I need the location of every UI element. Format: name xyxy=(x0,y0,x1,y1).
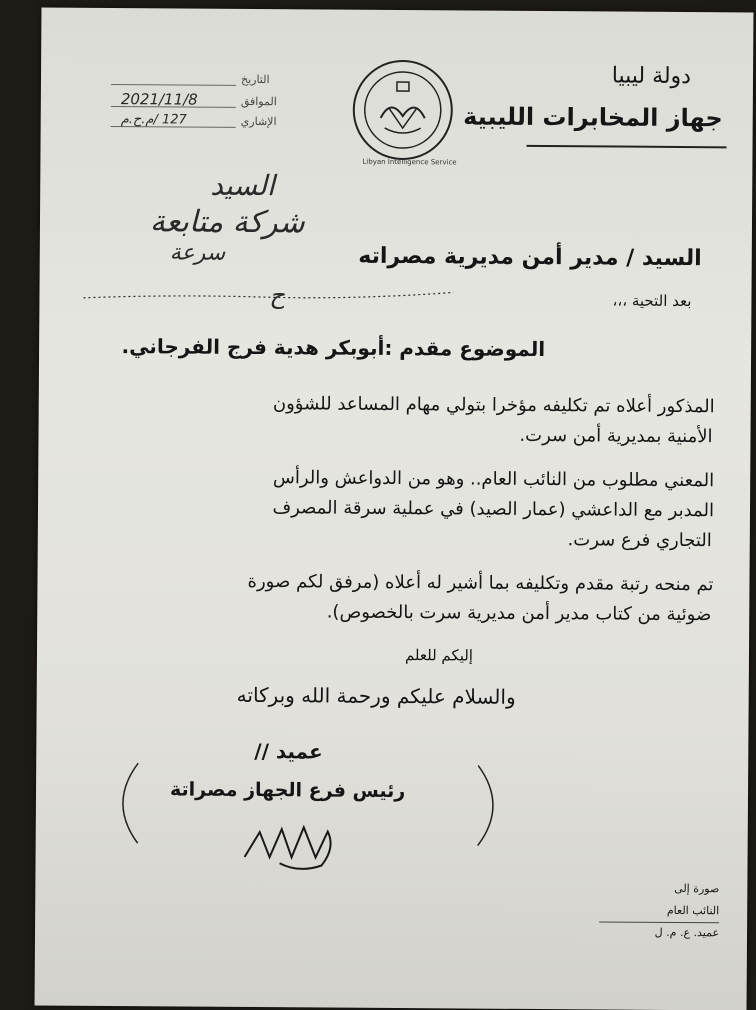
date-label: التاريخ xyxy=(240,72,270,87)
date-line xyxy=(111,84,236,86)
subject-line: الموضوع مقدم :أبوبكر هدية فرج الفرجاني. xyxy=(121,334,546,362)
seal-ring-text: Libyan Intelligence Service xyxy=(362,157,457,167)
handwritten-note-3: سرعة xyxy=(169,240,226,266)
paragraph-2-line-1: المعني مطلوب من النائب العام.. وهو من الدواعش والرأس xyxy=(272,467,715,492)
paragraph-1-line-2: الأمنية بمديرية أمن سرت. xyxy=(519,424,713,448)
paragraph-3-line-1: تم منحه رتبة مقدم وتكليفه بما أشير له أعلاه (مرفق لكم صورة xyxy=(247,570,714,596)
letter-page xyxy=(35,8,754,1010)
signatory-title: رئيس فرع الجهاز مصراتة xyxy=(169,778,406,803)
cc-item-1: النائب العام xyxy=(666,903,720,918)
handwritten-note-2: شركة متابعة xyxy=(149,204,305,241)
state-name: دولة ليبيا xyxy=(611,63,692,90)
salutation: والسلام عليكم ورحمة الله وبركاته xyxy=(236,682,516,709)
agency-name: جهاز المخابرات الليبية xyxy=(463,102,723,133)
handwritten-ref: 127 /م.ح.م xyxy=(120,112,187,128)
greeting: بعد التحية ،،، xyxy=(612,291,692,311)
paragraph-1-line-1: المذكور أعلاه تم تكليفه مؤخرا بتولي مهام المساعد للشؤون xyxy=(272,393,715,418)
addressee: السيد / مدير أمن مديرية مصراته xyxy=(358,243,702,272)
handwritten-note-4: ح xyxy=(269,281,286,310)
handwritten-date: 2021/11/8 xyxy=(120,90,198,109)
for-info: إليكم للعلم xyxy=(404,646,474,665)
corresponding-label: الموافق xyxy=(240,94,277,109)
cc-item-2: عميد. ع. م. ل xyxy=(654,925,720,940)
paragraph-3-line-2: ضوئية من كتاب مدير أمن مديرية سرت بالخصوص). xyxy=(326,601,712,626)
handwritten-signature xyxy=(239,817,349,878)
handwritten-note-1: السيد xyxy=(210,168,275,203)
handwritten-scribble xyxy=(83,276,463,319)
reference-label: الإشاري xyxy=(240,114,277,129)
letterhead-rule xyxy=(527,145,727,148)
paragraph-2-line-3: التجاري فرع سرت. xyxy=(567,529,712,552)
paragraph-2-line-2: المدبر مع الداعشي (عمار الصيد) في عملية سرقة المصرف xyxy=(272,497,715,522)
cc-divider xyxy=(599,921,719,923)
signatory-rank: عميد // xyxy=(254,739,323,764)
cc-heading: صورة إلى xyxy=(674,881,720,896)
agency-seal xyxy=(350,58,455,163)
